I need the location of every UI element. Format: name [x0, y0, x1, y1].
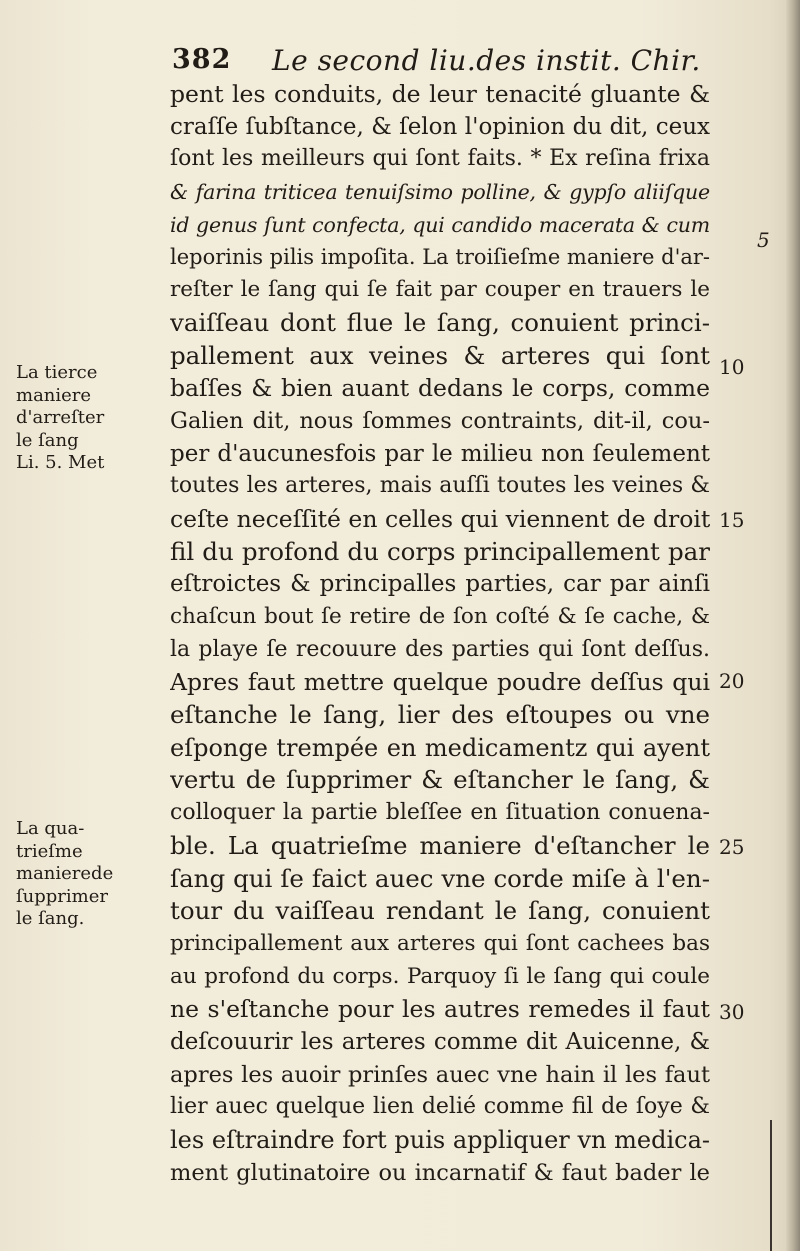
margin-note-line: maniere: [16, 384, 92, 406]
binding-edge-mark: [770, 1120, 772, 1251]
text-line: Apres faut mettre quelque poudre deſſus qui: [170, 668, 710, 697]
text-line: leporinis pilis impoſita. La troiſieſme maniere d'ar-: [170, 245, 710, 270]
text-line: apres les auoir prinſes auec vne hain il les faut: [170, 1061, 710, 1088]
line-number-20: 20: [719, 669, 745, 693]
text-line: pent les conduits, de leur tenacité gluante &: [170, 80, 710, 108]
margin-note-line: La tierce: [16, 362, 98, 383]
line-number-10: 10: [719, 355, 745, 379]
text-line: vaiſſeau dont flue le ſang, conuient princi-: [170, 307, 710, 337]
text-line: la playe ſe recouure des parties qui ſont deſſus.: [170, 636, 710, 662]
text-line: les eſtraindre fort puis appliquer vn medica-: [170, 1126, 710, 1154]
text-line: au profond du corps. Parquoy ſi le ſang qui coule: [170, 963, 710, 989]
margin-note-line: d'arreſter: [16, 407, 105, 428]
text-line: ment glutinatoire ou incarnatif & faut bader le: [170, 1159, 710, 1186]
text-line: eſponge trempée en medicamentz qui ayent: [170, 733, 710, 762]
text-line: per d'aucunesfois par le milieu non ſeulement: [170, 440, 710, 467]
line-number-15: 15: [719, 508, 745, 532]
text-line: tour du vaiſſeau rendant le ſang, conuient: [170, 896, 710, 926]
text-line: craſſe ſubſtance, & ſelon l'opinion du dit, ceux: [170, 113, 710, 140]
text-line: reſter le ſang qui ſe fait par couper en trauers le: [170, 277, 710, 303]
margin-note-line: ſupprimer: [16, 885, 108, 907]
text-line: chaſcun bout ſe retire de ſon coſté & ſe cache, &: [170, 604, 710, 629]
text-line: vertu de ſupprimer & eſtancher le ſang, &: [170, 765, 710, 795]
text-line: id genus ſunt confecta, qui candido macerata & cum: [170, 212, 710, 237]
page-header: [172, 44, 732, 80]
text-line: fil du profond du corps principallement par: [170, 536, 710, 566]
folio-number: 382: [172, 44, 232, 75]
text-line: colloquer la partie bleſſee en ſituation conuena-: [170, 800, 710, 826]
text-line: ſont les meilleurs qui ſont faits. * Ex reſina frixa: [170, 146, 710, 172]
line-number-5: 5: [757, 228, 770, 252]
text-line: ſang qui ſe faict auec vne corde miſe à l'en-: [170, 863, 710, 893]
margin-note-line: le ſang: [16, 429, 79, 451]
text-line: principallement aux arteres qui ſont cachees bas: [170, 930, 710, 956]
text-line: deſcouurir les arteres comme dit Auicenne, &: [170, 1028, 710, 1055]
line-number-25: 25: [719, 835, 745, 859]
text-line: ne s'eſtanche pour les autres remedes il faut: [170, 995, 710, 1024]
running-title: Le second liu.des instit. Chir.: [272, 44, 701, 77]
line-number-30: 30: [719, 1000, 745, 1024]
margin-note-line: La qua-: [16, 818, 85, 839]
margin-note-third-method: [16, 362, 166, 475]
margin-note-fourth-method: [16, 818, 166, 931]
margin-note-line: trieſme: [16, 840, 83, 862]
text-line: lier auec quelque lien delié comme fil de ſoye &: [170, 1094, 710, 1120]
margin-note-line: Li. 5. Met: [16, 452, 105, 473]
text-line: Galien dit, nous ſommes contraints, dit-il, cou-: [170, 407, 710, 434]
text-line: ble. La quatrieſme maniere d'eſtancher le: [170, 830, 710, 860]
text-line: toutes les arteres, mais auſſi toutes les veines &: [170, 473, 710, 499]
text-line: eſtanche le ſang, lier des eſtoupes ou vne: [170, 700, 710, 730]
margin-note-line: le ſang.: [16, 908, 85, 929]
main-text-block: [170, 78, 710, 1189]
text-line: pallement aux veines & arteres qui ſont: [170, 340, 710, 370]
text-line: baſſes & bien auant dedans le corps, comme: [170, 374, 710, 403]
text-line: & farina triticea tenuiſsimo polline, & gypſo aliiſque: [170, 180, 710, 205]
margin-note-line: manierede: [16, 863, 114, 884]
text-line: eſtroictes & principalles parties, car par ainſi: [170, 571, 710, 598]
text-line: ceſte neceſſité en celles qui viennent de droit: [170, 504, 710, 533]
page-edge: [786, 0, 800, 1251]
